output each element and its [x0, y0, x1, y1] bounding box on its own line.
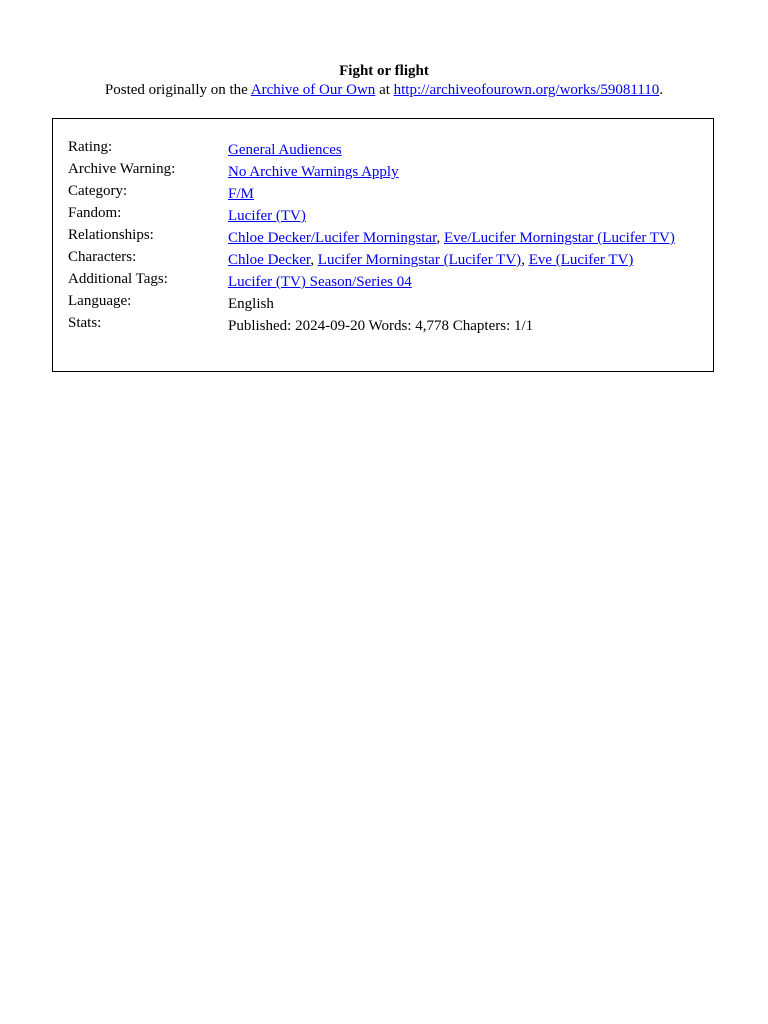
- work-title: Fight or flight: [339, 63, 429, 79]
- meta-row-relationships: [68, 226, 688, 248]
- work-meta-table: [68, 138, 688, 336]
- fandom-label: Fandom:: [68, 205, 122, 221]
- work-meta-box: [52, 118, 714, 372]
- tags-label: Additional Tags:: [68, 271, 168, 287]
- characters-label: Characters:: [68, 249, 137, 265]
- characters-value-cell: [228, 248, 688, 270]
- category-value-cell: [228, 182, 688, 204]
- relationship-link[interactable]: Chloe Decker/Lucifer Morningstar: [228, 230, 437, 246]
- list-separator: ,: [310, 252, 318, 268]
- meta-row-stats: [68, 314, 688, 336]
- relationships-label: Relationships:: [68, 227, 154, 243]
- rating-value-cell: [228, 138, 688, 160]
- character-link[interactable]: Lucifer Morningstar (Lucifer TV): [317, 252, 522, 268]
- warning-link[interactable]: No Archive Warnings Apply: [228, 164, 399, 180]
- tags-value-cell: [228, 270, 688, 292]
- stats-value: Published: 2024-09-20 Words: 4,778 Chapters: 1/1: [228, 318, 534, 334]
- meta-row-characters: [68, 248, 688, 270]
- list-separator: ,: [521, 252, 529, 268]
- rating-link[interactable]: General Audiences: [228, 142, 342, 158]
- category-link[interactable]: F/M: [228, 186, 254, 202]
- warning-label: Archive Warning:: [68, 161, 176, 177]
- work-url-link[interactable]: http://archiveofourown.org/works/59081110: [393, 82, 660, 98]
- meta-row-warning: [68, 160, 688, 182]
- posted-at: at: [375, 82, 394, 98]
- meta-row-rating: [68, 138, 688, 160]
- character-link[interactable]: Eve (Lucifer TV): [528, 252, 634, 268]
- posted-line: [0, 81, 768, 100]
- rating-label: Rating:: [68, 139, 113, 155]
- relationship-link[interactable]: Eve/Lucifer Morningstar (Lucifer TV): [444, 230, 675, 246]
- meta-row-category: [68, 182, 688, 204]
- meta-row-language: [68, 292, 688, 314]
- fandom-link[interactable]: Lucifer (TV): [228, 208, 306, 224]
- language-label: Language:: [68, 293, 132, 309]
- tag-link[interactable]: Lucifer (TV) Season/Series 04: [228, 274, 412, 290]
- category-label: Category:: [68, 183, 128, 199]
- stats-label: Stats:: [68, 315, 102, 331]
- archive-link[interactable]: Archive of Our Own: [250, 82, 376, 98]
- list-separator: ,: [436, 230, 444, 246]
- character-link[interactable]: Chloe Decker: [228, 252, 311, 268]
- meta-row-fandom: [68, 204, 688, 226]
- relationships-value-cell: [228, 226, 688, 248]
- posted-suffix: .: [659, 82, 664, 98]
- warning-value-cell: [228, 160, 688, 182]
- meta-row-tags: [68, 270, 688, 292]
- fandom-value-cell: [228, 204, 688, 226]
- work-header: [0, 62, 768, 100]
- language-value: English: [228, 296, 274, 312]
- posted-prefix: Posted originally on the: [104, 82, 251, 98]
